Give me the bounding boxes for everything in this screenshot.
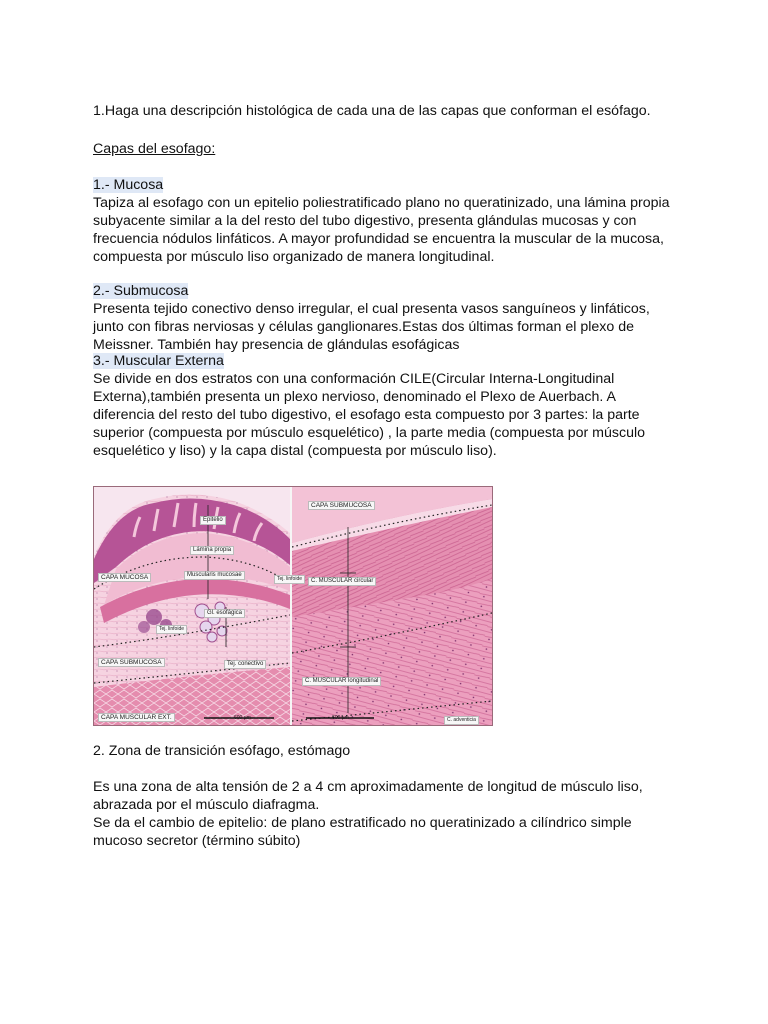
section-muscular-line: diferencia del resto del tubo digestivo, el esofago esta compuesto por 3 partes: la parte	[93, 407, 640, 423]
label-scale-left: 600 µm	[234, 715, 251, 721]
layers-title: Capas del esofago:	[93, 141, 216, 157]
zone-line: Es una zona de alta tensión de 2 a 4 cm aproximadamente de longitud de músculo liso,	[93, 779, 643, 795]
section-mucosa-line: subyacente similar a la del resto del tubo digestivo, presenta glándulas mucosas y con	[93, 213, 637, 229]
zone-line: abrazada por el músculo diafragma.	[93, 797, 320, 813]
section-muscular-line: esquelético y liso) y la capa distal (compuesta por músculo liso).	[93, 443, 497, 459]
section-submucosa-line: Meissner. También hay presencia de glándulas esofágicas	[93, 337, 460, 353]
label-epitelio: Epitelio	[200, 516, 226, 525]
zone-line: mucoso secretor (término súbito)	[93, 833, 301, 849]
histology-figure	[93, 486, 493, 726]
label-capa-submucosa-left: CAPA SUBMUCOSA	[98, 658, 165, 667]
zone-title: 2. Zona de transición esófago, estómago	[93, 743, 351, 759]
section-mucosa-line: frecuencia nódulos linfáticos. A mayor profundidad se encuentra la muscular de la mucosa,	[93, 231, 664, 247]
label-tej-conectivo: Tej. conectivo	[224, 660, 266, 669]
section-mucosa-line: compuesta por músculo liso organizado de manera longitudinal.	[93, 249, 495, 265]
question-text: 1.Haga una descripción histológica de cada una de las capas que conforman el esófago.	[93, 103, 651, 119]
section-submucosa-line: Presenta tejido conectivo denso irregular, el cual presenta vasos sanguíneos y linfáticos,	[93, 301, 650, 317]
label-muscular-longitudinal: C. MUSCULAR longitudinal	[302, 677, 381, 686]
section-submucosa-line: junto con fibras nerviosas y células ganglionares.Estas dos últimas forman el plexo de	[93, 319, 634, 335]
label-gl-esofagica: Gl. esofágica	[204, 609, 245, 618]
label-scale-right: 600 µm	[332, 715, 349, 721]
label-adventicia: C. adventicia	[444, 716, 479, 725]
section-muscular-heading: 3.- Muscular Externa	[93, 353, 224, 369]
figure-divider	[290, 487, 292, 725]
label-capa-muscular-ext: CAPA MUSCULAR EXT.	[98, 713, 175, 722]
label-muscular-circular: C. MUSCULAR circular	[308, 577, 376, 586]
histology-illustration	[94, 487, 492, 725]
label-muscularis-mucosae: Muscularis mucosae	[184, 571, 245, 580]
label-tej-linfoide: Tej. linfoide	[156, 625, 187, 634]
label-tej-linfoide-right: Tej. linfoide	[274, 575, 305, 584]
section-muscular-line: superior (compuesta por músculo esquelético) , la parte media (compuesta por músculo	[93, 425, 645, 441]
section-mucosa-heading: 1.- Mucosa	[93, 177, 164, 193]
label-lamina-propia: Lámina propia	[190, 546, 234, 555]
section-submucosa-heading: 2.- Submucosa	[93, 283, 189, 299]
zone-line: Se da el cambio de epitelio: de plano estratificado no queratinizado a cilíndrico simple	[93, 815, 632, 831]
label-capa-submucosa-right: CAPA SUBMUCOSA	[308, 501, 375, 510]
section-mucosa-line: Tapiza al esofago con un epitelio poliestratificado plano no queratinizado, una lámina propia	[93, 195, 670, 211]
label-capa-mucosa: CAPA MUCOSA	[98, 573, 151, 582]
section-muscular-line: Se divide en dos estratos con una conformación CILE(Circular Interna-Longitudinal	[93, 371, 615, 387]
section-muscular-line: Externa),también presenta un plexo nervioso, denominado el Plexo de Auerbach. A	[93, 389, 616, 405]
